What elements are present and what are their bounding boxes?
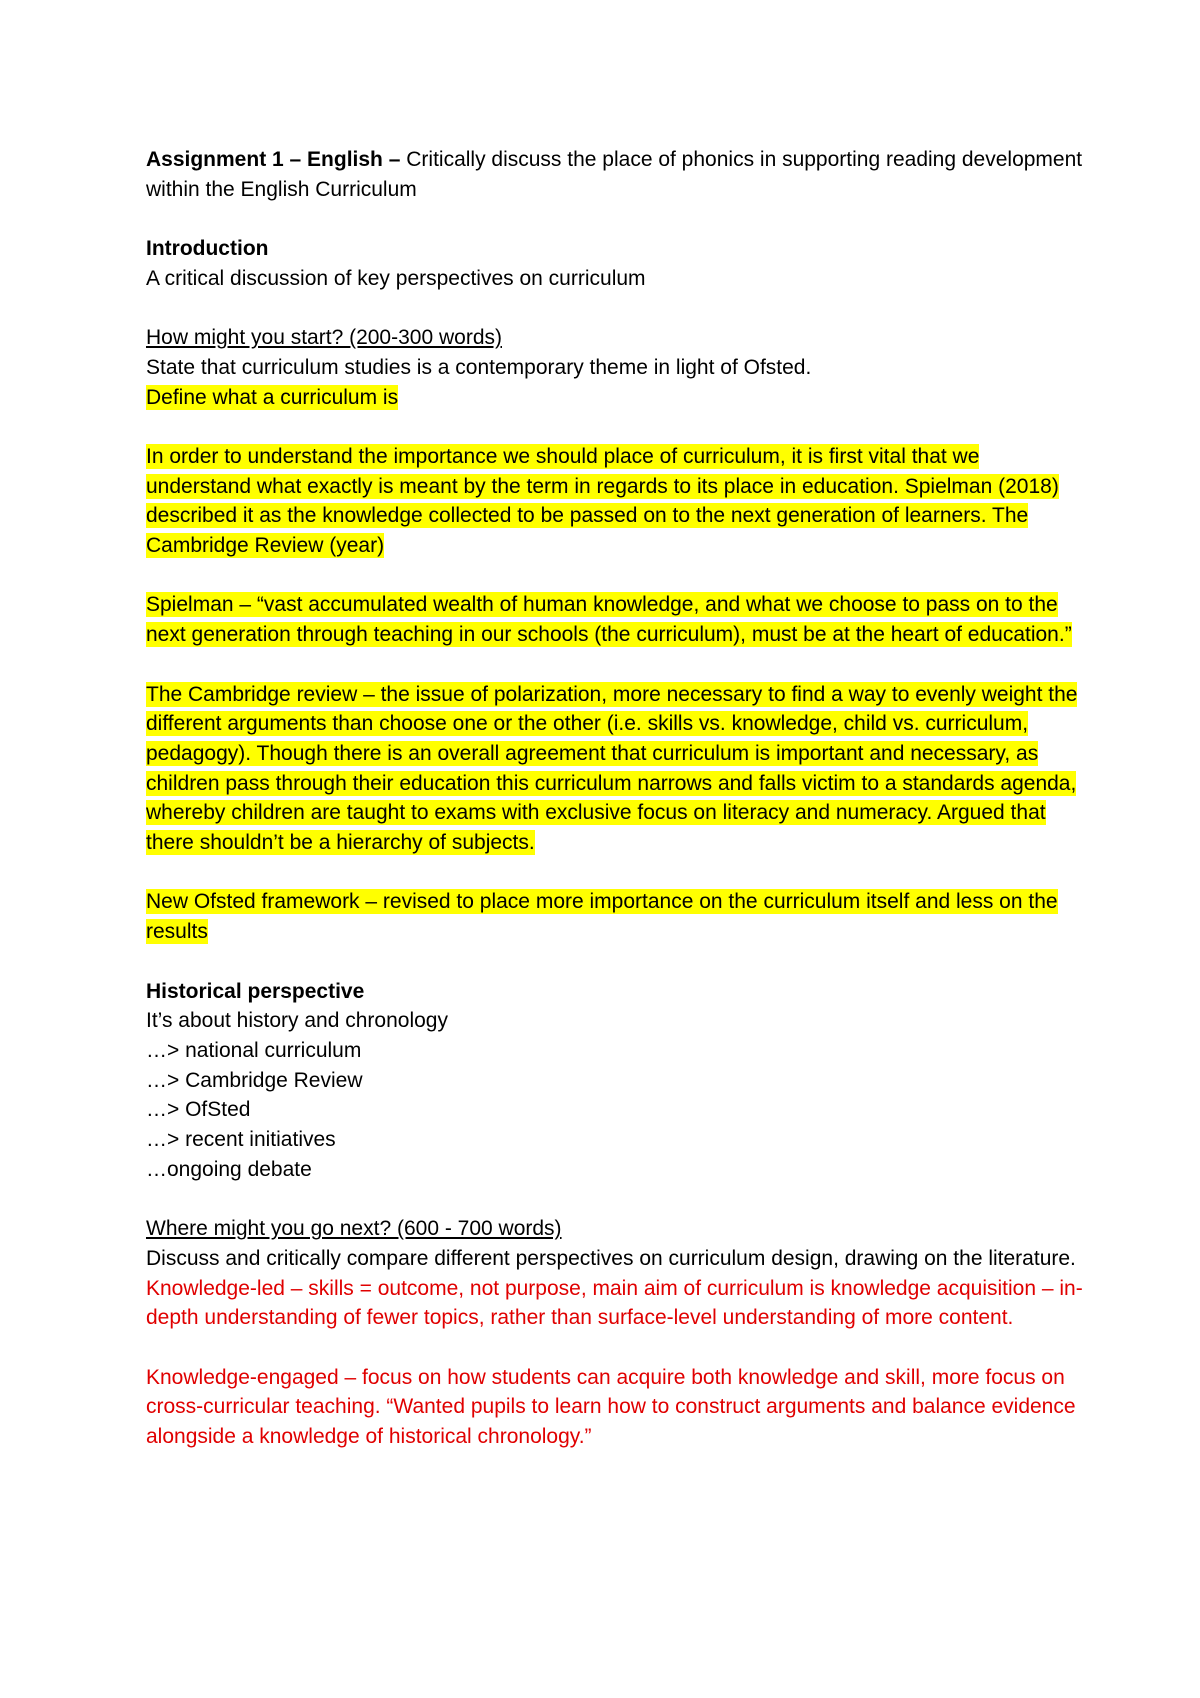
list-item: …> national curriculum [146,1038,362,1062]
paragraph-knowledge-led: Knowledge-led – skills = outcome, not purpose, main aim of curriculum is knowledge acquisition – in-depth understanding of fewer topics, rather than surface-level understanding of more content. [146,1276,1083,1330]
paragraph-knowledge-engaged: Knowledge-engaged – focus on how students can acquire both knowledge and skill, more focus on cross-curricular teaching. “Wanted pupils to learn how to construct arguments and balance evidence alongside a knowledge of historical chronology.” [146,1365,1076,1449]
start-section-line2: Define what a curriculum is [146,385,399,409]
historical-intro: It’s about history and chronology [146,1009,448,1033]
list-item: …> Cambridge Review [146,1068,363,1092]
paragraph-understand-curriculum: In order to understand the importance we should place of curriculum, it is first vital that we understand what exactly is meant by the term in regards to its place in education. Spielman (2018) described it as the knowledge collected to be passed on to the next generation of learners. The Cambridge Review (year) [146,444,1059,558]
paragraph-ofsted-framework: New Ofsted framework – revised to place more importance on the curriculum itself and less on the results [146,890,1058,944]
start-section-heading: How might you start? (200-300 words) [146,326,502,350]
next-section-line1: Discuss and critically compare different perspectives on curriculum design, drawing on the literature. [146,1246,1076,1270]
introduction-subtitle: A critical discussion of key perspectives on curriculum [146,266,646,290]
introduction-heading: Introduction [146,237,269,261]
paragraph-cambridge-review: The Cambridge review – the issue of polarization, more necessary to find a way to evenly weight the different arguments than choose one or the other (i.e. skills vs. knowledge, child vs. curriculum, pedagogy). Though there is an overall agreement that curriculum is important and necessary, as children pass through their education this curriculum narrows and falls victim to a standards agenda, whereby children are taught to exams with exclusive focus on literacy and numeracy. Argued that there shouldn’t be a hierarchy of subjects. [146,682,1078,855]
assignment-title [146,145,1086,204]
list-item: …> recent initiatives [146,1128,336,1152]
next-section-heading: Where might you go next? (600 - 700 words) [146,1217,562,1241]
list-item: …ongoing debate [146,1157,312,1181]
start-section-line1: State that curriculum studies is a contemporary theme in light of Ofsted. [146,355,812,379]
paragraph-spielman-quote: Spielman – “vast accumulated wealth of human knowledge, and what we choose to pass on to the next generation through teaching in our schools (the curriculum), must be at the heart of education.” [146,593,1072,647]
assignment-title-bold: Assignment 1 – English – [146,148,401,171]
document-page [146,145,1086,1452]
historical-heading: Historical perspective [146,979,365,1003]
assignment-title-rest: Critically discuss the place of phonics in supporting reading development within the English Curriculum [146,148,1083,201]
list-item: …> OfSted [146,1098,251,1122]
